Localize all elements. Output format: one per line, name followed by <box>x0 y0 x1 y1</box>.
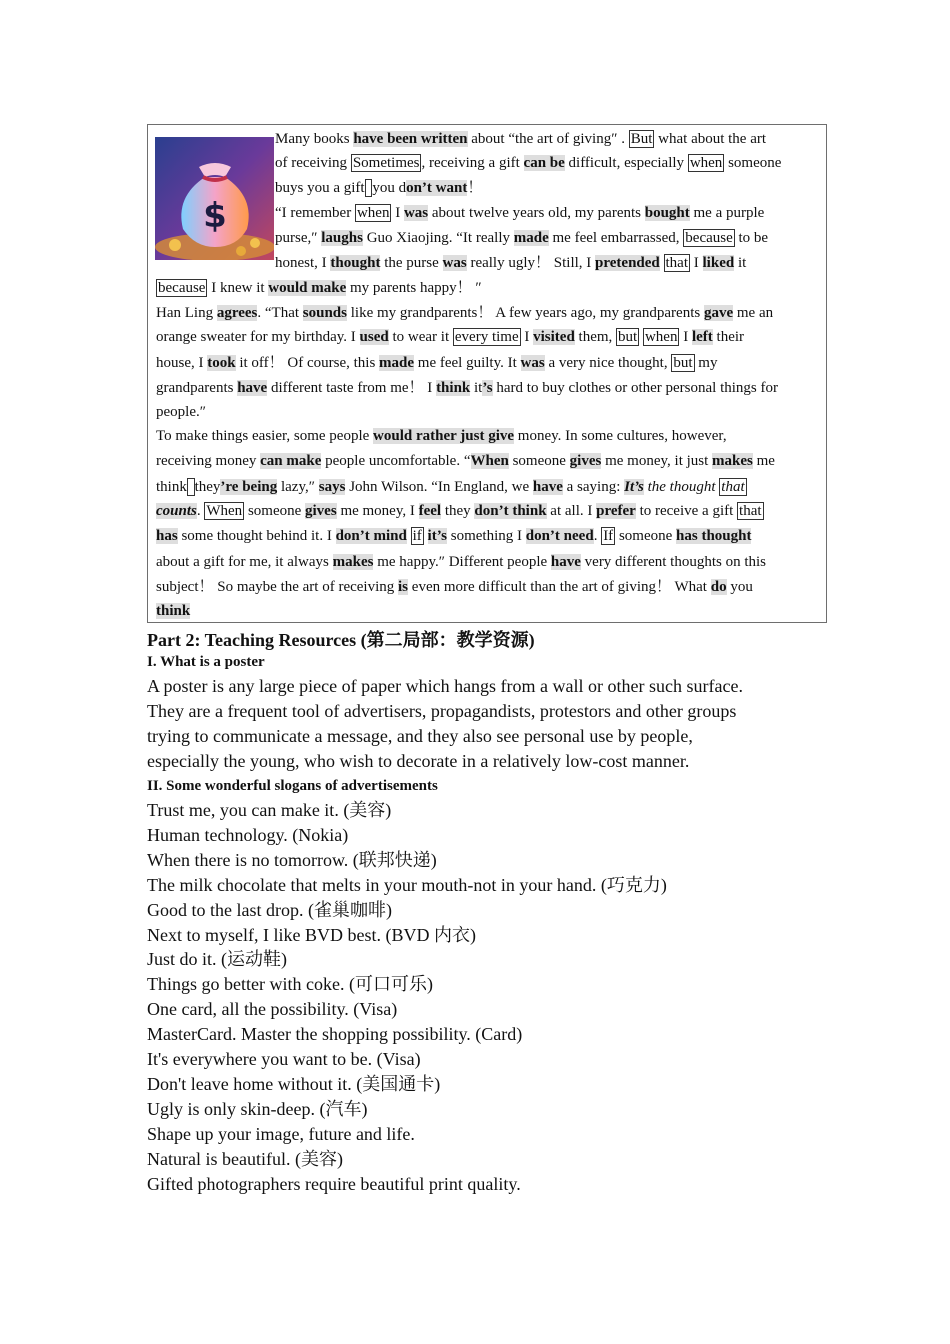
text-segment: think <box>156 479 187 495</box>
highlighted-phrase: think <box>436 380 471 396</box>
text-segment: my parents happy！ ″ <box>346 280 482 296</box>
passage-line <box>156 452 775 470</box>
slogan-item: MasterCard. Master the shopping possibility. (Card) <box>147 1024 523 1045</box>
text-segment: of receiving <box>275 155 351 171</box>
text-segment: hard to buy clothes or other personal things for <box>492 380 778 396</box>
boxed-word: If <box>603 528 614 544</box>
text-segment: grandparents <box>156 380 238 396</box>
passage-line <box>275 154 781 172</box>
highlighted-phrase: don’t think <box>474 503 547 519</box>
highlighted-phrase: feel <box>418 503 442 519</box>
highlighted-phrase: gives <box>569 453 602 469</box>
text-segment: someone <box>724 155 782 171</box>
text-segment: you <box>726 579 753 595</box>
slogan-item: The milk chocolate that melts in your mouth-not in your hand. (巧克力) <box>147 874 667 895</box>
text-segment: Many books <box>275 131 354 147</box>
text-segment: a saying: <box>562 479 625 495</box>
text-segment: they <box>194 479 221 495</box>
text-segment <box>424 528 428 544</box>
text-segment: . <box>593 528 602 544</box>
text-segment: like my grandparents！ A few years ago, my grandparents <box>346 305 704 321</box>
text-segment: To make things easier, some people <box>156 428 374 444</box>
highlighted-phrase: it’s <box>427 528 447 544</box>
highlighted-phrase: When <box>470 453 509 469</box>
text-segment: what about the art <box>654 131 767 147</box>
boxed-word: when <box>689 155 723 171</box>
highlighted-phrase: was <box>442 255 467 271</box>
text-segment: Han Ling <box>156 305 217 321</box>
highlighted-phrase: would make <box>268 280 347 296</box>
text-segment: me feel embarrassed, <box>548 230 684 246</box>
highlighted-phrase: liked <box>702 255 735 271</box>
passage-line <box>156 354 717 372</box>
boxed-word: that <box>739 503 762 519</box>
text-segment: people.″ <box>156 404 206 420</box>
passage-line <box>156 427 727 445</box>
passage-line <box>156 379 778 397</box>
boxed-word: that <box>721 479 745 495</box>
highlighted-phrase: ’s <box>482 380 493 396</box>
section-slogans: II. Some wonderful slogans of advertisements <box>147 778 438 794</box>
poster-paragraph-line: A poster is any large piece of paper which hangs from a wall or other such surface. <box>147 676 743 696</box>
text-segment: it <box>734 255 747 271</box>
text-segment: even more difficult than the art of giving！ What <box>408 579 711 595</box>
text-segment: me <box>752 453 775 469</box>
text-segment: it <box>470 380 483 396</box>
highlighted-phrase: would rather just give <box>373 428 515 444</box>
slogan-item: When there is no tomorrow. (联邦快递) <box>147 849 437 870</box>
highlighted-phrase: left <box>691 329 713 345</box>
slogan-item: Natural is beautiful. (美容) <box>147 1148 343 1169</box>
text-segment: they <box>441 503 475 519</box>
text-segment: , receiving a gift <box>421 155 524 171</box>
passage-line <box>156 602 190 620</box>
passage-line <box>156 478 747 496</box>
boxed-word: if <box>412 528 422 544</box>
highlighted-phrase: was <box>403 205 429 221</box>
text-segment: at all. I <box>546 503 597 519</box>
highlighted-phrase: bought <box>644 205 690 221</box>
text-segment: their <box>712 329 745 345</box>
text-segment: something I <box>447 528 526 544</box>
text-segment: I <box>690 255 703 271</box>
highlighted-phrase: gave <box>703 305 734 321</box>
text-segment: some thought behind it. I <box>177 528 336 544</box>
highlighted-phrase: sounds <box>302 305 347 321</box>
slogan-item: Shape up your image, future and life. <box>147 1123 415 1144</box>
highlighted-phrase: It’s <box>624 479 644 495</box>
slogan-item: It's everywhere you want to be. (Visa) <box>147 1049 421 1069</box>
highlighted-phrase: is <box>398 579 409 595</box>
passage-line <box>275 179 482 197</box>
slogan-item: Things go better with coke. (可口可乐) <box>147 974 433 995</box>
text-segment: I <box>679 329 692 345</box>
slogan-item: Human technology. (Nokia) <box>147 824 349 845</box>
highlighted-phrase: made <box>379 355 415 371</box>
boxed-word: because <box>685 230 733 246</box>
text-segment: lazy,″ <box>277 479 319 495</box>
slogan-item: Ugly is only skin-deep. (汽车) <box>147 1098 368 1119</box>
text-segment: Guo Xiaojing. “It really <box>362 230 514 246</box>
text-segment: honest, I <box>275 255 331 271</box>
highlighted-phrase: has <box>156 528 178 544</box>
highlighted-phrase: can be <box>523 155 565 171</box>
text-segment: different taste from me！ I <box>267 380 437 396</box>
boxed-word: but <box>673 355 693 371</box>
passage-line <box>156 502 764 520</box>
text-segment: money. In some cultures, however, <box>514 428 727 444</box>
boxed-word: every time <box>454 329 519 345</box>
text-segment: them, <box>574 329 617 345</box>
passage-line <box>156 328 744 346</box>
highlighted-phrase: have <box>237 380 268 396</box>
passage-line <box>156 279 482 297</box>
highlighted-phrase: agrees <box>216 305 258 321</box>
text-segment: the purse <box>380 255 443 271</box>
text-segment: receiving money <box>156 453 261 469</box>
part2-title: Part 2: Teaching Resources (第二局部：教学资源) <box>147 630 535 650</box>
highlighted-phrase: took <box>207 355 236 371</box>
highlighted-phrase: visited <box>533 329 575 345</box>
slogan-item: Next to myself, I like BVD best. (BVD 内衣) <box>147 924 476 945</box>
passage-line <box>156 304 773 322</box>
poster-paragraph-line: They are a frequent tool of advertisers, propagandists, protestors and other groups <box>147 701 737 721</box>
boxed-word: when <box>356 205 390 221</box>
svg-text:$: $ <box>203 196 227 236</box>
highlighted-phrase: don’t need <box>525 528 594 544</box>
text-segment: to receive a gift <box>635 503 738 519</box>
highlighted-phrase: have been written <box>353 131 468 147</box>
highlighted-phrase: was <box>520 355 545 371</box>
highlighted-phrase: prefer <box>596 503 636 519</box>
text-segment: I knew it <box>207 280 269 296</box>
text-segment: . <box>196 503 205 519</box>
boxed-word: that <box>665 255 689 271</box>
poster-paragraph-line: trying to communicate a message, and they also see personal use by people, <box>147 726 693 746</box>
text-segment: I <box>520 329 534 345</box>
highlighted-phrase: makes <box>332 554 374 570</box>
highlighted-phrase: makes <box>712 453 753 469</box>
text-segment: my <box>694 355 718 371</box>
text-segment: “I remember <box>275 205 355 221</box>
text-segment: someone <box>615 528 677 544</box>
highlighted-phrase: pretended <box>595 255 660 271</box>
text-segment: me money, I <box>336 503 419 519</box>
boxed-word: but <box>618 329 638 345</box>
text-segment: very different thoughts on this <box>580 554 767 570</box>
highlighted-phrase: think <box>156 603 191 619</box>
passage-line <box>275 229 768 247</box>
highlighted-phrase: gives <box>305 503 337 519</box>
highlighted-phrase: ’re being <box>220 479 278 495</box>
text-segment: really ugly！ Still, I <box>466 255 596 271</box>
highlighted-phrase: made <box>513 230 549 246</box>
highlighted-phrase: have <box>532 479 563 495</box>
text-segment: house, I <box>156 355 208 371</box>
money-bag-image <box>155 137 274 260</box>
passage-line <box>275 130 766 148</box>
text-segment: someone <box>508 453 570 469</box>
boxed-word <box>187 478 195 496</box>
text-segment: someone <box>244 503 306 519</box>
text-segment: the thought <box>643 479 720 495</box>
highlighted-phrase: has thought <box>676 528 752 544</box>
text-segment <box>660 255 664 271</box>
text-segment: buys you a gift <box>275 180 365 196</box>
passage-line <box>156 578 753 596</box>
text-segment: me feel guilty. It <box>414 355 521 371</box>
text-segment: a very nice thought, <box>544 355 672 371</box>
slogan-item: Good to the last drop. (雀巢咖啡) <box>147 899 392 920</box>
text-segment: to wear it <box>388 329 453 345</box>
boxed-word: when <box>644 329 678 345</box>
text-segment: me money, it just <box>601 453 713 469</box>
text-segment: people uncomfortable. “ <box>321 453 471 469</box>
passage-line <box>275 254 746 272</box>
boxed-word: But <box>630 131 653 147</box>
text-segment: it off！ Of course, this <box>235 355 380 371</box>
highlighted-phrase: on’t want <box>406 180 468 196</box>
text-segment: me an <box>733 305 774 321</box>
text-segment: me happy.″ Different people <box>373 554 551 570</box>
passage-line <box>156 553 766 571</box>
highlighted-phrase: thought <box>330 255 381 271</box>
poster-paragraph-line: especially the young, who wish to decorate in a relatively low-cost manner. <box>147 751 690 771</box>
highlighted-phrase: don’t mind <box>335 528 407 544</box>
slogan-item: Trust me, you can make it. (美容) <box>147 800 392 820</box>
slogan-item: Don't leave home without it. (美国通卡) <box>147 1073 441 1094</box>
text-segment: subject！ So maybe the art of receiving <box>156 579 399 595</box>
text-segment: John Wilson. “In England, we <box>345 479 533 495</box>
text-segment: about “the art of giving″ . <box>467 131 629 147</box>
text-segment: I <box>391 205 404 221</box>
highlighted-phrase: do <box>710 579 727 595</box>
text-segment: about twelve years old, my parents <box>428 205 645 221</box>
boxed-word: because <box>158 280 206 296</box>
highlighted-phrase: counts <box>156 503 197 519</box>
passage-line <box>156 403 206 421</box>
text-segment: you d <box>372 180 407 196</box>
highlighted-phrase: can make <box>260 453 322 469</box>
text-segment: to be <box>734 230 769 246</box>
text-segment: orange sweater for my birthday. I <box>156 329 360 345</box>
highlighted-phrase: have <box>550 554 581 570</box>
slogan-item: Just do it. (运动鞋) <box>147 949 288 970</box>
text-segment: difficult, especially <box>564 155 688 171</box>
text-segment: . “That <box>257 305 303 321</box>
text-segment: about a gift for me, it always <box>156 554 333 570</box>
highlighted-phrase: laughs <box>321 230 363 246</box>
boxed-word: When <box>206 503 243 519</box>
slogan-item: One card, all the possibility. (Visa) <box>147 999 398 1020</box>
passage-line <box>156 527 751 545</box>
slogan-item: Gifted photographers require beautiful print quality. <box>147 1173 521 1194</box>
passage-line <box>275 204 764 222</box>
text-segment: ！ <box>467 180 483 196</box>
text-segment: purse,″ <box>275 230 322 246</box>
section-what-is-poster: I. What is a poster <box>147 654 265 670</box>
boxed-word: Sometimes <box>352 155 420 171</box>
text-segment: me a purple <box>689 205 765 221</box>
highlighted-phrase: used <box>359 329 389 345</box>
highlighted-phrase: says <box>318 479 346 495</box>
